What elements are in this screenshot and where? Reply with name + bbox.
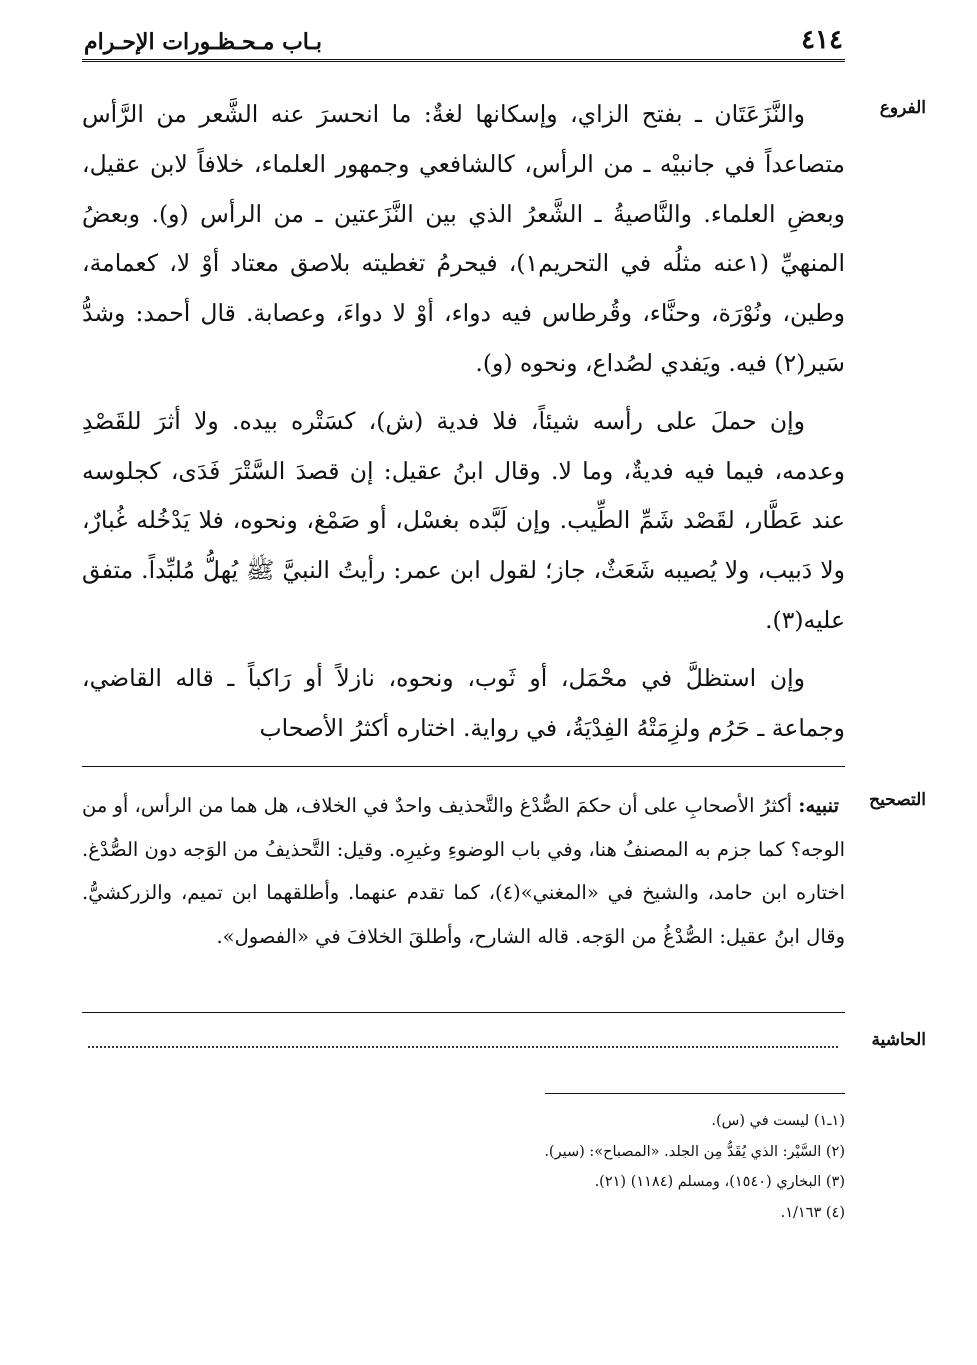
main-text bbox=[82, 90, 845, 761]
section-label-hashiya: الحاشية bbox=[871, 1030, 926, 1050]
footnote: (٤) ١/١٦٣. bbox=[780, 1204, 845, 1221]
tashih-text bbox=[82, 784, 845, 958]
footnote: (٣) البخاري (١٥٤٠)، ومسلم (١١٨٤) (٢١). bbox=[594, 1174, 845, 1190]
main-paragraph: وإن استظلَّ في محْمَل، أو ثَوب، ونحوه، نازلاً أو رَاكباً ـ قاله القاضي، وجماعة ـ حَرُم ولزِمَتْهُ الفِدْيَةُ، في رواية. اختاره أكثرُ الأصحاب bbox=[82, 663, 845, 742]
footnotes bbox=[245, 1106, 845, 1228]
footnote: (١ـ١) ليست في (س). bbox=[711, 1113, 845, 1129]
section-divider bbox=[82, 1012, 845, 1013]
main-paragraph: وإن حملَ على رأسه شيئاً، فلا فدية (ش)، كسَتْره بيده. ولا أثرَ للقَصْدِ وعدمه، فيما فيه فديةٌ، وما لا. وقال ابنُ عقيل: إن قصدَ السَّتْرَ فَدَى، كجلوسه عند عَطَّار، لقَصْد شَمِّ الطِّيب. وإن لَبَّده بغسْل، أو صَمْغ، ونحوه، فلا يَدْخُله غُبارٌ، ولا دَبيب، ولا يُصيبه شَعَثٌ، جاز؛ لقول ابن عمر: رأيتُ النبيَّ ﷺ يُهلُّ مُلبِّداً. متفق عليه(٣). bbox=[82, 406, 845, 634]
section-label-furu: الفروع bbox=[879, 98, 926, 118]
main-paragraph: والنَّزَعَتَان ـ بفتح الزاي، وإسكانها لغةٌ: ما انحسرَ عنه الشَّعر من الرَّأس متصاعداً في جانبيْه ـ من الرأس، كالشافعي وجمهور العلماء، خلافاً لابن عقيل، وبعضِ العلماء. والنَّاصيةُ ـ الشَّعرُ الذي بين النَّزَعتين ـ من الرأس (و). وبعضُ المنهيِّ (١عنه مثلُه في التحريم١)، فيحرمُ تغطيته بلاصق معتاد أوْ لا، كعمامة، وطين، ونُوْرَة، وحنَّاء، وقُرطاس فيه دواء، أوْ لا دواءَ، وعصابة. قال أحمد: وشدُّ سَير(٢) فيه. ويَفدي لصُداع، ونحوه (و). bbox=[82, 100, 845, 377]
hashiya-dotted-line bbox=[88, 1046, 838, 1048]
section-divider bbox=[82, 766, 845, 767]
page-number: ٤١٤ bbox=[801, 25, 843, 55]
tashih-paragraph bbox=[82, 784, 845, 958]
section-label-tashih: التصحيح bbox=[869, 790, 926, 810]
chapter-title: بـاب مـحـظـورات الإحـرام bbox=[84, 29, 323, 55]
footnote: (٢) السَّيْر: الذي يُقَدُّ مِن الجلد. «المصباح»: (سير). bbox=[544, 1143, 845, 1160]
footnote-rule bbox=[545, 1093, 845, 1094]
header-rule bbox=[82, 59, 845, 62]
page-header bbox=[82, 22, 845, 62]
tashih-lead: تنبيه: bbox=[798, 794, 839, 817]
tashih-body: أكثرُ الأصحابِ على أن حكمَ الصُّدْغ والتَّحذيف واحدٌ في الخلاف، هل هما من الرأس، أو من الوجه؟ كما جزم به المصنفُ هنا، وفي باب الوضوءِ وغيرِه. وقيل: التَّحذيفُ من الوَجه دون الصُّدْغ. اختاره ابن حامد، والشيخ في «المغني»(٤)، كما تقدم عنهما. وأطلقهما ابن تميم، والزركشيُّ. وقال ابنُ عقيل: الصُّدْغُ من الوَجه. قاله الشارح، وأطلقَ الخلافَ في «الفصول». bbox=[82, 794, 845, 948]
